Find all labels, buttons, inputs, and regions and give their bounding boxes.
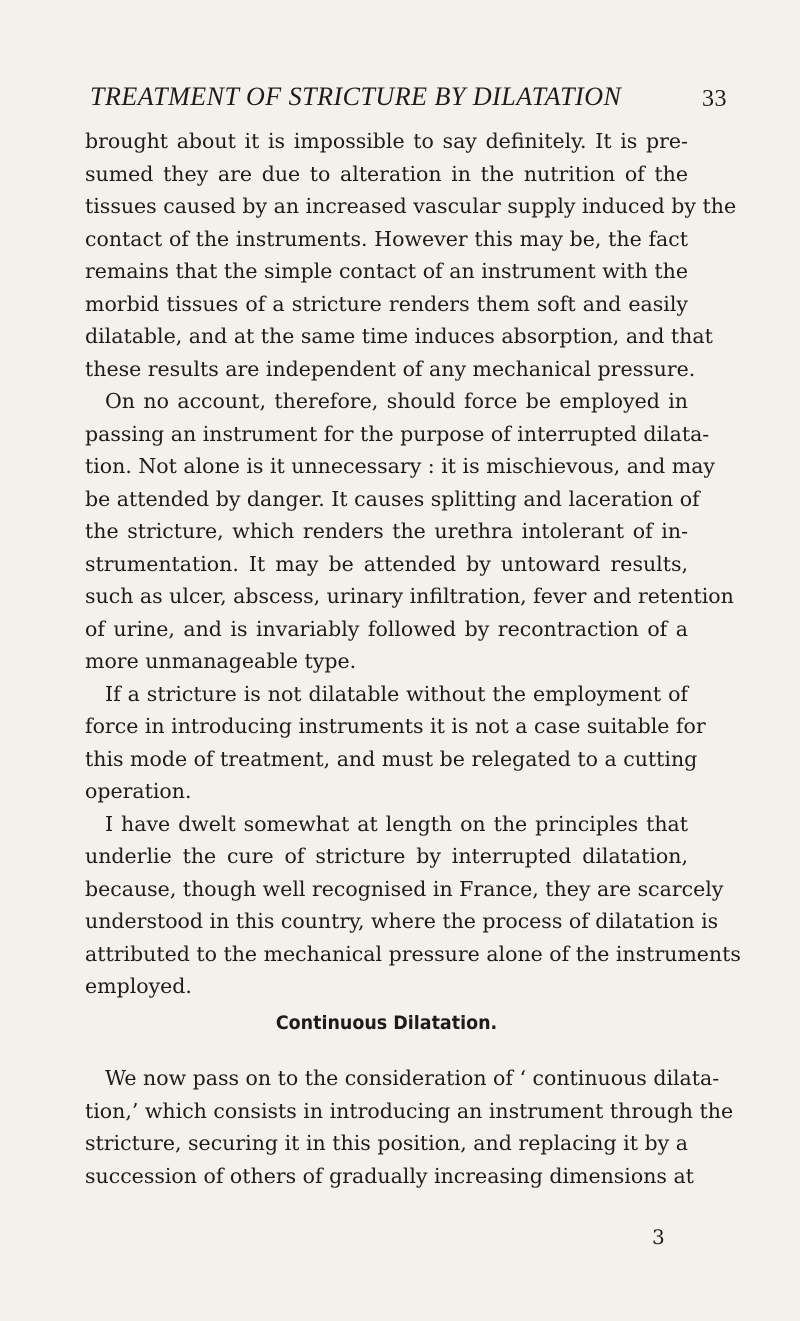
text-line: sumed they are due to alteration in the nutrition of the	[85, 161, 688, 186]
text-line: employed.	[85, 974, 192, 998]
text-line: passing an instrument for the purpose of interrupted dilata-	[85, 421, 710, 446]
signature-mark: 3	[652, 1225, 665, 1249]
text-line: of urine, and is invariably followed by recontraction of a	[85, 616, 688, 641]
text-line: tion,’ which consists in introducing an instrument through the	[85, 1098, 734, 1123]
text-line: force in introducing instruments it is not a case suitable for	[85, 714, 706, 738]
text-line: I have dwelt somewhat at length on the principles that	[105, 811, 688, 836]
section-heading: Continuous Dilatation.	[275, 1012, 498, 1034]
text-line: succession of others of gradually increasing dimensions at	[85, 1163, 694, 1188]
text-line: tion. Not alone is it unnecessary : it is mischievous, and may	[85, 454, 715, 478]
text-line: morbid tissues of a stricture renders them soft and easily	[85, 291, 688, 316]
text-line: stricture, securing it in this position, and replacing it by a	[85, 1131, 688, 1155]
text-line: attributed to the mechanical pressure alone of the instruments	[85, 941, 741, 966]
running-title: TREATMENT OF STRICTURE BY DILATATION	[90, 82, 622, 111]
text-line: such as ulcer, abscess, urinary infiltration, fever and retention	[85, 584, 734, 608]
text-line: more unmanageable type.	[85, 649, 357, 673]
text-line: On no account, therefore, should force be employed in	[105, 389, 688, 413]
text-line: because, though well recognised in France, they are scarcely	[85, 876, 724, 901]
text-line: strumentation. It may be attended by untoward results,	[85, 551, 688, 576]
text-line: the stricture, which renders the urethra intolerant of in-	[85, 519, 688, 543]
text-line: dilatable, and at the same time induces absorption, and that	[85, 324, 713, 348]
text-line: operation.	[85, 779, 192, 803]
running-header	[90, 82, 727, 122]
text-line: remains that the simple contact of an instrument with the	[85, 259, 688, 283]
text-line: If a stricture is not dilatable without the employment of	[105, 681, 688, 706]
text-line: We now pass on to the consideration of ‘ continuous dilata-	[105, 1066, 720, 1090]
text-line: tissues caused by an increased vascular supply induced by the	[85, 194, 737, 218]
text-line: be attended by danger. It causes splitting and laceration of	[85, 486, 700, 511]
text-line: this mode of treatment, and must be relegated to a cutting	[85, 746, 698, 771]
text-line: contact of the instruments. However this may be, the fact	[85, 226, 688, 251]
text-line: understood in this country, where the process of dilatation is	[85, 909, 719, 933]
text-line: these results are independent of any mechanical pressure.	[85, 356, 696, 381]
text-line: brought about it is impossible to say definitely. It is pre-	[85, 129, 688, 153]
body-text-part1	[85, 125, 741, 1003]
page-number: 33	[702, 86, 727, 112]
body-text-part2	[85, 1062, 734, 1192]
text-line: underlie the cure of stricture by interrupted dilatation,	[85, 844, 688, 868]
